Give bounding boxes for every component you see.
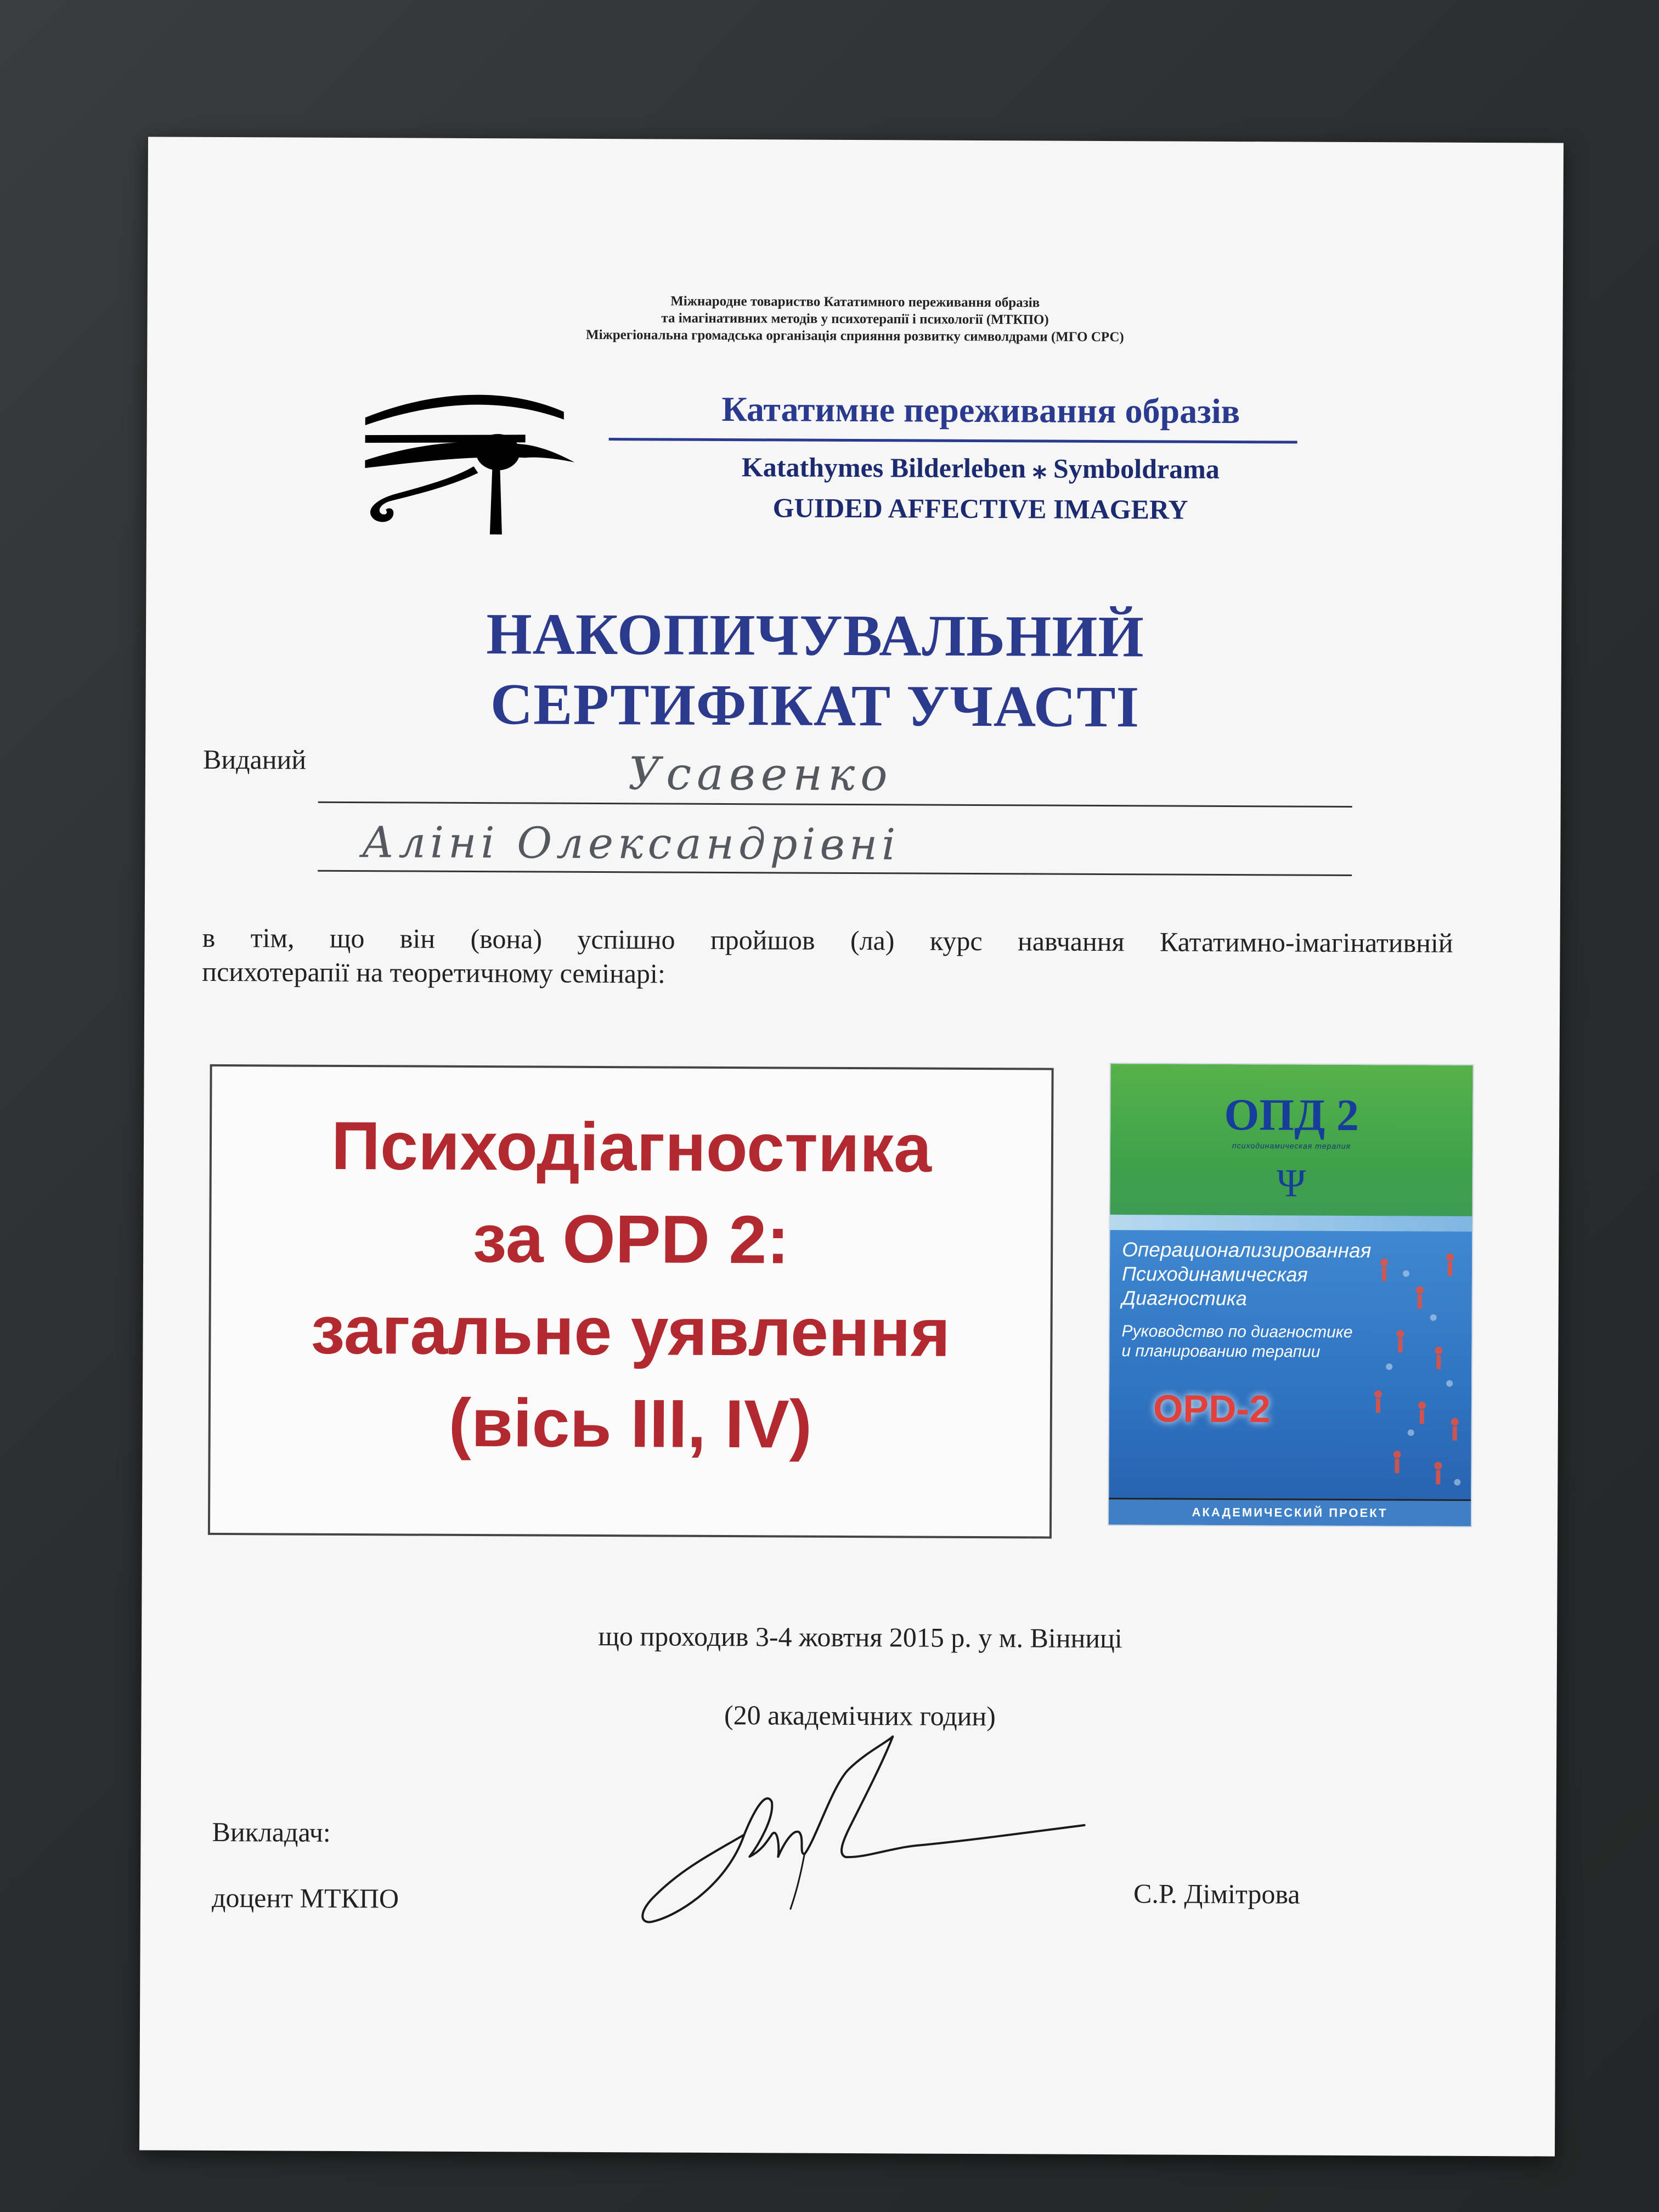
certificate-paper	[139, 137, 1564, 2156]
teacher-label: Викладач:	[212, 1816, 331, 1848]
body-text-line-2: психотерапії на теоретичному семінарі:	[202, 956, 665, 989]
topic-line-3: загальне уявлення	[311, 1292, 951, 1371]
surname-line	[318, 802, 1352, 808]
given-names-line	[318, 870, 1352, 876]
event-info: що проходив 3-4 жовтня 2015 р. у м. Вінниці	[598, 1620, 1122, 1654]
logo-title-underline	[609, 438, 1297, 443]
book-line-5: и планированию терапии	[1121, 1342, 1321, 1361]
psi-icon: Ψ	[1276, 1161, 1306, 1205]
opd2-book-cover	[1108, 1063, 1474, 1527]
certificate-title-line-2: СЕРТИФІКАТ УЧАСТІ	[490, 672, 1140, 740]
org-line-3: Міжрегіональна громадська організація сприяння розвитку символдрами (МГО СРС)	[586, 327, 1124, 345]
recipient-surname: Усавенко	[628, 748, 893, 802]
book-opd-label: OPD-2	[1153, 1387, 1271, 1431]
logo-subtitle: Katathymes Bilderleben ⁎ Symboldrama	[741, 452, 1220, 484]
book-line-3: Диагностика	[1121, 1286, 1247, 1310]
seminar-topic	[210, 1099, 1051, 1472]
teacher-position: доцент МТКПО	[211, 1882, 399, 1914]
topic-line-2: за OPD 2:	[472, 1200, 789, 1278]
book-line-4: Руководство по диагностике	[1121, 1322, 1353, 1341]
logo-tagline: GUIDED AFFECTIVE IMAGERY	[772, 492, 1188, 525]
book-line-2: Психодинамическая	[1121, 1262, 1308, 1286]
teacher-signature	[634, 1719, 1184, 1940]
seminar-topic-box	[208, 1064, 1054, 1539]
figures-illustration	[1367, 1240, 1466, 1493]
book-line-1: Операционализированная	[1122, 1238, 1372, 1262]
recipient-given-names: Аліні Олександрівні	[362, 818, 900, 870]
logo-title: Кататимне переживання образів	[721, 389, 1240, 431]
book-title: ОПД 2	[1224, 1089, 1359, 1141]
certificate-title-line-1: НАКОПИЧУВАЛЬНИЙ	[486, 602, 1144, 670]
org-line-1: Міжнародне товариство Кататимного переживання образів	[670, 294, 1040, 311]
eye-of-horus-logo	[360, 385, 591, 539]
issued-label: Виданий	[202, 743, 307, 775]
teacher-name: С.Р. Дімітрова	[1133, 1878, 1300, 1910]
body-text-line-1: в тім, що він (вона) успішно пройшов (ла) курс навчання Кататимно-імагінативній	[202, 922, 1453, 958]
topic-line-4: (вісь III, IV)	[448, 1385, 812, 1463]
academic-hours: (20 академічних годин)	[724, 1699, 996, 1732]
book-footer: АКАДЕМИЧЕСКИЙ ПРОЕКТ	[1109, 1498, 1471, 1526]
book-arc-text: психодинамическая терапия	[1232, 1141, 1351, 1150]
topic-line-1: Психодіагностика	[331, 1108, 932, 1187]
org-line-2: та імагінативних методів у психотерапії і психології (МТКПО)	[661, 311, 1049, 328]
